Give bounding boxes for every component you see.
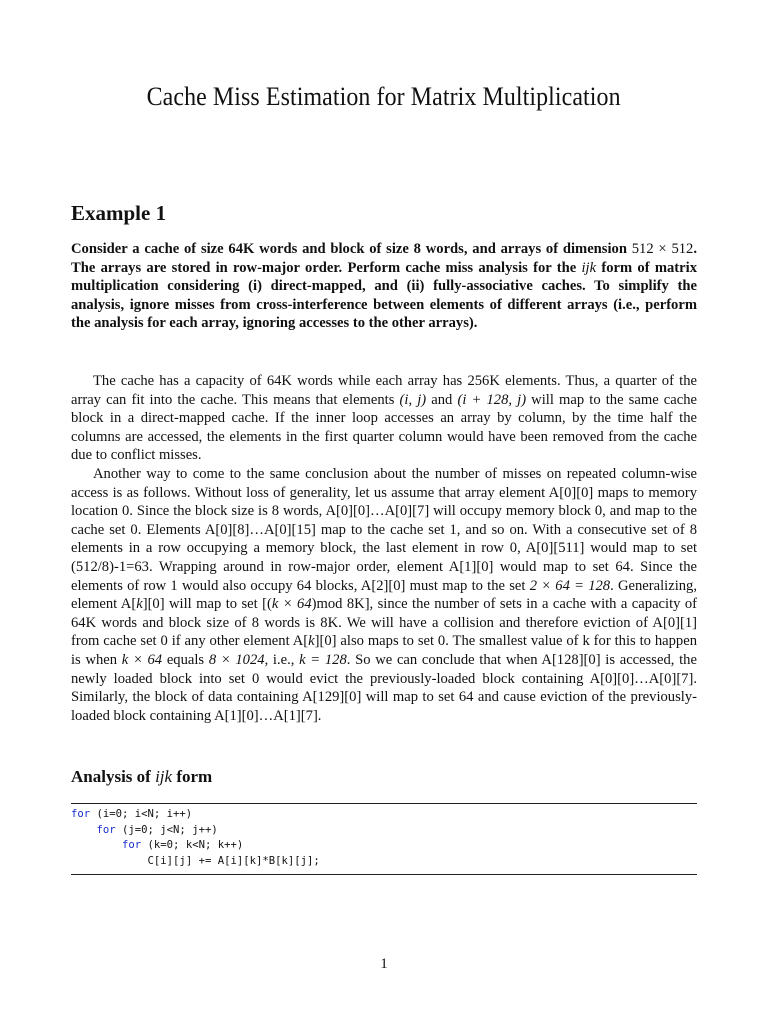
page-number: 1 <box>380 956 388 972</box>
analysis-text <box>71 372 697 725</box>
code-rule-top <box>71 803 697 804</box>
paragraph: Another way to come to the same conclusion about the number of misses on repeated column-wise access is as follows. Without loss of generality, let us assume that array element A[0][0] maps to memory location 0. Since the block size is 8 words, A[0][0]…A[0][7] will occupy memory block 0, and map to the cache set 0. Elements A[0][8]…A[0][15] map to the cache set 1, and so on. With a consecutive set of 8 elements in a row occupying a memory block, the last element in row 0, A[0][511] would map to set (512/8)-1=63. Wrapping around in row-major order, element A[1][0] would map to set 64. Since the elements of row 1 would also occupy 64 blocks, A[2][0] must map to the set 2 × 64 = 128. Generalizing, element A[k][0] will map to set [(k × 64)mod 8K], since the number of sets in a cache with a capacity of 64K words and block size of 8 words is 8K. We will have a collision and therefore eviction of A[0][1] from cache set 0 if any other element A[k][0] also maps to set 0. The smallest value of k for this to happen is when k × 64 equals 8 × 1024, i.e., k = 128. So we can conclude that when A[128][0] is accessed, the newly loaded block into set 0 would evict the previously-loaded block containing A[0][0]…A[0][7]. Similarly, the block of data containing A[129][0] will map to set 64 and cause eviction of the previously-loaded block containing A[1][0]…A[1][7]. <box>71 465 698 724</box>
subsection-heading: Analysis of ijk form <box>71 767 213 786</box>
document-title: Cache Miss Estimation for Matrix Multiplication <box>146 82 622 111</box>
code-line: for (k=0; k<N; k++) <box>122 839 244 851</box>
code-line: C[i][j] += A[i][k]*B[k][j]; <box>147 854 320 867</box>
math-dims: 512 × 512 <box>631 241 694 257</box>
math-ijk: ijk <box>581 259 597 276</box>
code-rule-bottom <box>71 874 697 875</box>
code-line: for (i=0; i<N; i++) <box>71 808 193 820</box>
problem-statement: Consider a cache of size 64K words and block of size 8 words, and arrays of dimension 512 × 512. The arrays are stored in row-major order. Perform cache miss analysis for the ijk form of matrix multiplication considering (i) direct-mapped, and (ii) fully-associative caches. To simplify the analysis, ignore misses from cross-interference between elements of different arrays (i.e., perform the analysis for each array, ignoring accesses to the other arrays). <box>71 241 697 332</box>
paragraph: The cache has a capacity of 64K words while each array has 256K elements. Thus, a quarter of the array can fit into the cache. This means that elements (i, j) and (i + 128, j) will map to the same cache block in a direct-mapped cache. If the inner loop accesses an array by column, by the time half the columns are accessed, the elements in the first quarter column would have been removed from the cache due to conflict misses. <box>71 373 698 464</box>
code-listing <box>71 807 697 869</box>
section-heading: Example 1 <box>71 201 167 225</box>
code-line: for (j=0; j<N; j++) <box>96 823 218 836</box>
